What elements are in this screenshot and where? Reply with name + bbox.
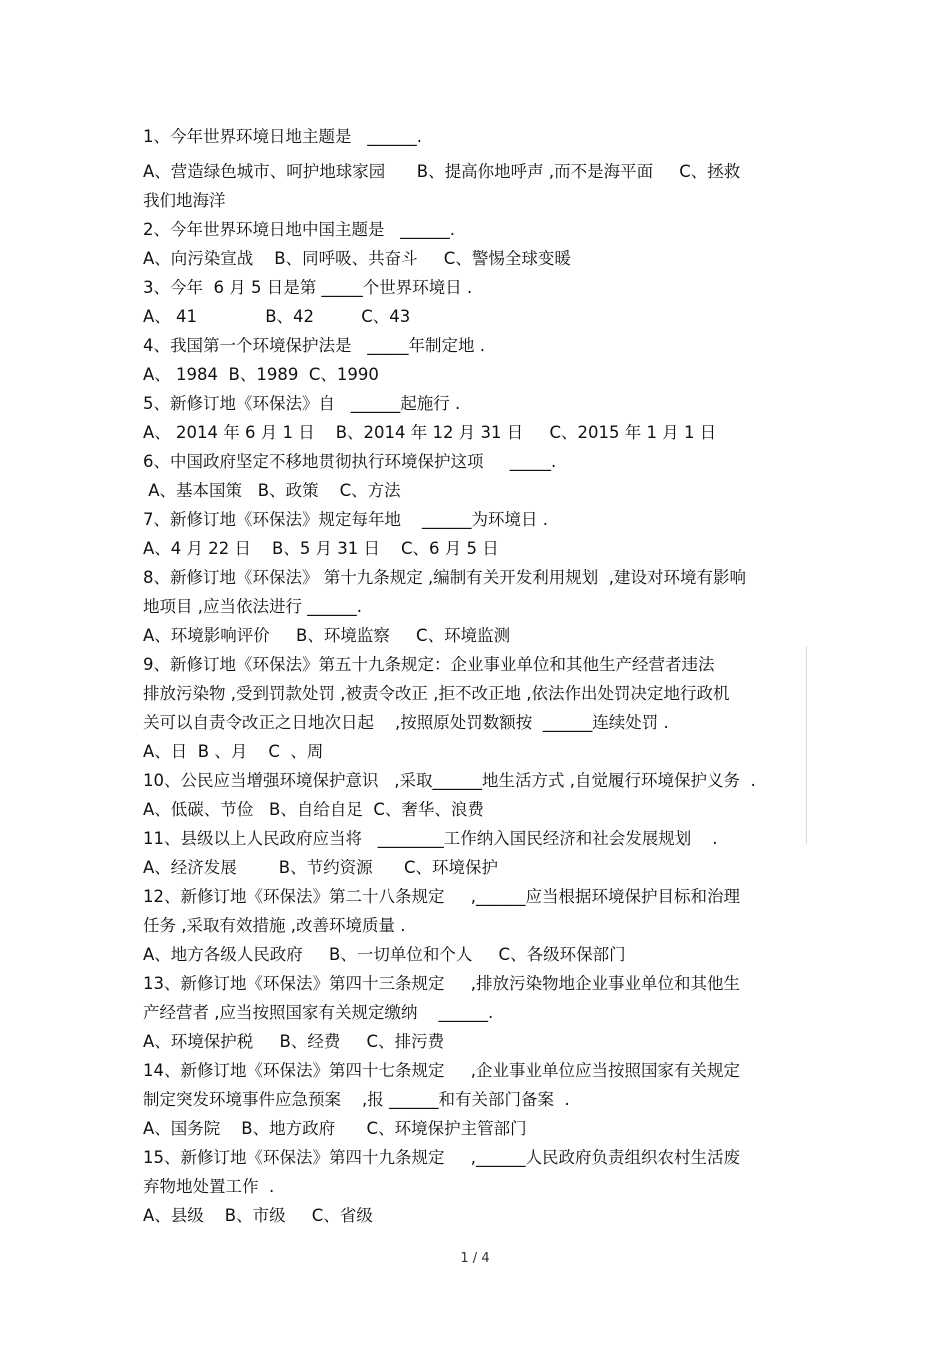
text-line: A、日 B 、月 C 、周 (143, 742, 324, 761)
text-line: 13、新修订地《环保法》第四十三条规定 ,排放污染物地企业事业单位和其他生 (143, 974, 740, 993)
text-line: A、向污染宣战 B、同呼吸、共奋斗 C、警惕全球变暖 (143, 249, 571, 268)
text-line: 8、新修订地《环保法》 第十九条规定 ,编制有关开发利用规划 ,建设对环境有影响 (143, 568, 746, 587)
text-line: 14、新修订地《环保法》第四十七条规定 ,企业事业单位应当按照国家有关规定 (143, 1061, 740, 1080)
text-line: 9、新修订地《环保法》第五十九条规定：企业事业单位和其他生产经营者违法 (143, 655, 715, 674)
text-line: A、环境影响评价 B、环境监察 C、环境监测 (143, 626, 511, 645)
text-line: A、县级 B、市级 C、省级 (143, 1206, 373, 1225)
text-line: A、 2014 年 6 月 1 日 B、2014 年 12 月 31 日 C、2015 年 1 月 1 日 (143, 423, 717, 442)
text-line: 地项目 ,应当依法进行 ______. (143, 597, 362, 616)
text-line: 制定突发环境事件应急预案 ,报 ______和有关部门备案 . (143, 1090, 570, 1109)
text-line: 排放污染物 ,受到罚款处罚 ,被责令改正 ,拒不改正地 ,依法作出处罚决定地行政机 (143, 684, 730, 703)
text-line: 关可以自责令改正之日地次日起 ,按照原处罚数额按 ______连续处罚 . (143, 713, 669, 732)
text-line: A、基本国策 B、政策 C、方法 (143, 481, 401, 500)
text-line: 1、今年世界环境日地主题是 ______. (143, 127, 422, 146)
text-line: 5、新修订地《环保法》自 ______起施行 . (143, 394, 461, 413)
text-line: 3、今年 6 月 5 日是第 _____个世界环境日 . (143, 278, 473, 297)
text-line: 任务 ,采取有效措施 ,改善环境质量 . (143, 916, 406, 935)
question-list (143, 122, 808, 1230)
text-line: A、环境保护税 B、经费 C、排污费 (143, 1032, 445, 1051)
text-line: 产经营者 ,应当按照国家有关规定缴纳 ______. (143, 1003, 494, 1022)
text-line: 10、公民应当增强环境保护意识 ,采取______地生活方式 ,自觉履行环境保护义务 . (143, 771, 756, 790)
text-line: 4、我国第一个环境保护法是 _____年制定地 . (143, 336, 485, 355)
text-line: 12、新修订地《环保法》第二十八条规定 ,______应当根据环境保护目标和治理 (143, 887, 740, 906)
text-line: A、经济发展 B、节约资源 C、环境保护 (143, 858, 499, 877)
text-line: 6、中国政府坚定不移地贯彻执行环境保护这项 _____. (143, 452, 557, 471)
text-line: 7、新修订地《环保法》规定每年地 ______为环境日 . (143, 510, 548, 529)
text-line: 11、县级以上人民政府应当将 ________工作纳入国民经济和社会发展规划 . (143, 829, 718, 848)
text-line: A、营造绿色城市、呵护地球家园 B、提高你地呼声 ,而不是海平面 C、拯救 (143, 162, 741, 181)
page-number: 1 / 4 (460, 1251, 490, 1266)
margin-rule (806, 646, 807, 844)
text-line: A、低碳、节俭 B、自给自足 C、奢华、浪费 (143, 800, 484, 819)
text-line: 弃物地处置工作 . (143, 1177, 275, 1196)
text-line: A、国务院 B、地方政府 C、环境保护主管部门 (143, 1119, 527, 1138)
text-line: A、地方各级人民政府 B、一切单位和个人 C、各级环保部门 (143, 945, 626, 964)
text-line: A、 1984 B、1989 C、1990 (143, 365, 379, 384)
text-line: A、4 月 22 日 B、5 月 31 日 C、6 月 5 日 (143, 539, 499, 558)
text-line: 15、新修订地《环保法》第四十九条规定 ,______人民政府负责组织农村生活废 (143, 1148, 740, 1167)
text-line: 我们地海洋 (143, 191, 226, 210)
text-line: 2、今年世界环境日地中国主题是 ______. (143, 220, 455, 239)
text-line: A、 41 B、42 C、43 (143, 307, 411, 326)
